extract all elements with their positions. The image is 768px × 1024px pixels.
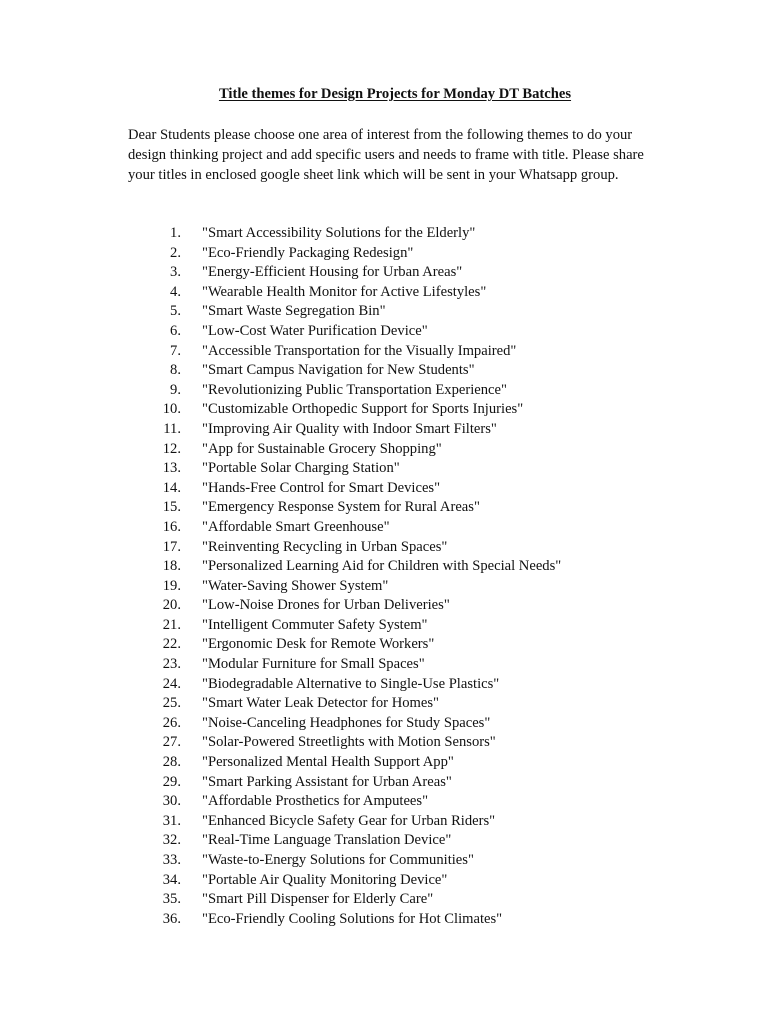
list-item-number: 28. <box>162 754 181 771</box>
list-item-number: 16. <box>162 518 181 535</box>
list-item-text: "Hands-Free Control for Smart Devices" <box>202 479 441 496</box>
list-item <box>128 459 400 479</box>
list-item-text: "Low-Cost Water Purification Device" <box>202 322 428 339</box>
list-item <box>128 322 428 342</box>
list-item-text: "Smart Campus Navigation for New Students" <box>202 362 475 379</box>
list-item-text: "Intelligent Commuter Safety System" <box>202 616 428 633</box>
list-item-text: "Smart Water Leak Detector for Homes" <box>202 695 439 712</box>
list-item <box>128 400 524 420</box>
list-item-text: "Portable Solar Charging Station" <box>202 460 400 477</box>
list-item-text: "Personalized Learning Aid for Children with Special Needs" <box>202 558 562 575</box>
list-item <box>128 831 452 851</box>
list-item <box>128 440 442 460</box>
list-item-number: 15. <box>162 499 181 516</box>
list-item-number: 31. <box>162 812 181 829</box>
list-item-number: 19. <box>162 577 181 594</box>
list-item <box>128 733 496 753</box>
list-item-text: "Personalized Mental Health Support App" <box>202 754 454 771</box>
list-item-number: 30. <box>162 793 181 810</box>
list-item-text: "Improving Air Quality with Indoor Smart Filters" <box>202 420 497 437</box>
list-item-number: 10. <box>162 401 181 418</box>
list-item-number: 24. <box>162 675 181 692</box>
list-item-text: "Customizable Orthopedic Support for Sports Injuries" <box>202 401 524 418</box>
list-item-number: 1. <box>170 225 181 241</box>
list-item-text: "Wearable Health Monitor for Active Lifestyles" <box>202 283 487 300</box>
list-item-text: "Modular Furniture for Small Spaces" <box>202 656 425 673</box>
list-item-text: "Smart Parking Assistant for Urban Areas" <box>202 773 452 790</box>
list-item-text: "Energy-Efficient Housing for Urban Areas" <box>202 264 463 281</box>
list-item-text: "Eco-Friendly Cooling Solutions for Hot Climates" <box>202 910 503 927</box>
list-item-number: 14. <box>162 479 181 496</box>
list-item-text: "Solar-Powered Streetlights with Motion Sensors" <box>202 734 496 751</box>
list-item-number: 18. <box>162 558 181 575</box>
list-item <box>128 792 429 812</box>
list-item-number: 23. <box>162 656 181 673</box>
list-item-text: "Accessible Transportation for the Visually Impaired" <box>202 342 517 359</box>
list-item-text: "Real-Time Language Translation Device" <box>202 832 452 849</box>
list-item <box>128 224 476 244</box>
list-item-text: "Portable Air Quality Monitoring Device" <box>202 871 448 888</box>
list-item <box>128 871 448 891</box>
list-item-number: 35. <box>162 891 181 908</box>
list-item <box>128 773 452 793</box>
list-item-text: "Reinventing Recycling in Urban Spaces" <box>202 538 448 555</box>
list-item-number: 33. <box>162 852 181 868</box>
list-item-text: "Smart Pill Dispenser for Elderly Care" <box>202 891 434 908</box>
list-item <box>128 753 454 773</box>
list-item-number: 4. <box>170 283 181 300</box>
list-item <box>128 420 497 440</box>
list-item-number: 27. <box>162 734 181 751</box>
list-item-number: 20. <box>162 597 181 614</box>
list-item-text: "Biodegradable Alternative to Single-Use Plastics" <box>202 675 500 692</box>
list-item-text: "Water-Saving Shower System" <box>202 577 389 594</box>
list-item <box>128 675 500 695</box>
list-item <box>128 479 441 499</box>
list-item-text: "Low-Noise Drones for Urban Deliveries" <box>202 597 450 614</box>
list-item <box>128 361 475 381</box>
list-item <box>128 635 435 655</box>
list-item <box>128 655 425 675</box>
list-item-number: 34. <box>162 871 181 888</box>
list-item <box>128 498 480 518</box>
list-item-number: 21. <box>162 616 181 633</box>
list-item <box>128 812 496 832</box>
list-item <box>128 342 517 362</box>
list-item-number: 5. <box>170 303 181 320</box>
list-item <box>128 596 450 616</box>
list-item-text: "Revolutionizing Public Transportation Experience" <box>202 381 507 398</box>
document-title: Title themes for Design Projects for Monday DT Batches <box>218 86 572 102</box>
list-item-text: "Affordable Smart Greenhouse" <box>202 518 390 535</box>
list-item-number: 29. <box>162 773 181 790</box>
list-item-text: "App for Sustainable Grocery Shopping" <box>202 440 442 457</box>
list-item-number: 36. <box>162 910 181 927</box>
list-item-number: 25. <box>162 695 181 712</box>
list-item-number: 9. <box>170 381 181 398</box>
list-item-text: "Affordable Prosthetics for Amputees" <box>202 793 429 810</box>
list-item-text: "Emergency Response System for Rural Areas" <box>202 499 480 516</box>
list-item-number: 32. <box>162 832 181 849</box>
list-item-number: 12. <box>162 440 181 457</box>
list-item-number: 17. <box>162 538 181 555</box>
list-item <box>128 851 474 871</box>
list-item-number: 7. <box>170 342 181 359</box>
list-item <box>128 577 389 597</box>
list-item <box>128 557 562 577</box>
intro-text: Dear Students please choose one area of interest from the following themes to do your design thinking project and add specific users and needs to frame with title. Please share your titles in enclosed google sheet link which will be sent in your Whatsapp group. <box>128 127 644 183</box>
list-item-number: 13. <box>162 460 181 477</box>
list-item <box>128 890 434 910</box>
list-item <box>128 910 503 930</box>
theme-list <box>128 224 562 929</box>
list-item-text: "Smart Accessibility Solutions for the Elderly" <box>202 225 476 241</box>
list-item <box>128 283 487 303</box>
list-item-number: 22. <box>162 636 181 653</box>
list-item-text: "Noise-Canceling Headphones for Study Spaces" <box>202 714 491 731</box>
list-item <box>128 381 507 401</box>
list-item <box>128 538 448 558</box>
list-item-number: 3. <box>170 264 181 281</box>
list-item-text: "Enhanced Bicycle Safety Gear for Urban Riders" <box>202 812 496 829</box>
list-item <box>128 616 428 636</box>
list-item-text: "Ergonomic Desk for Remote Workers" <box>202 636 435 653</box>
list-item <box>128 694 439 714</box>
list-item-text: "Smart Waste Segregation Bin" <box>202 303 386 320</box>
list-item <box>128 244 414 264</box>
list-item-number: 2. <box>170 244 181 261</box>
intro-paragraph <box>128 125 668 185</box>
list-item-number: 11. <box>163 420 181 437</box>
list-item <box>128 302 386 322</box>
list-item-number: 6. <box>170 322 181 339</box>
list-item-number: 8. <box>170 362 181 379</box>
list-item-text: "Waste-to-Energy Solutions for Communities" <box>202 852 474 868</box>
list-item <box>128 263 463 283</box>
list-item-text: "Eco-Friendly Packaging Redesign" <box>202 244 414 261</box>
list-item <box>128 714 491 734</box>
list-item <box>128 518 390 538</box>
list-item-number: 26. <box>162 714 181 731</box>
